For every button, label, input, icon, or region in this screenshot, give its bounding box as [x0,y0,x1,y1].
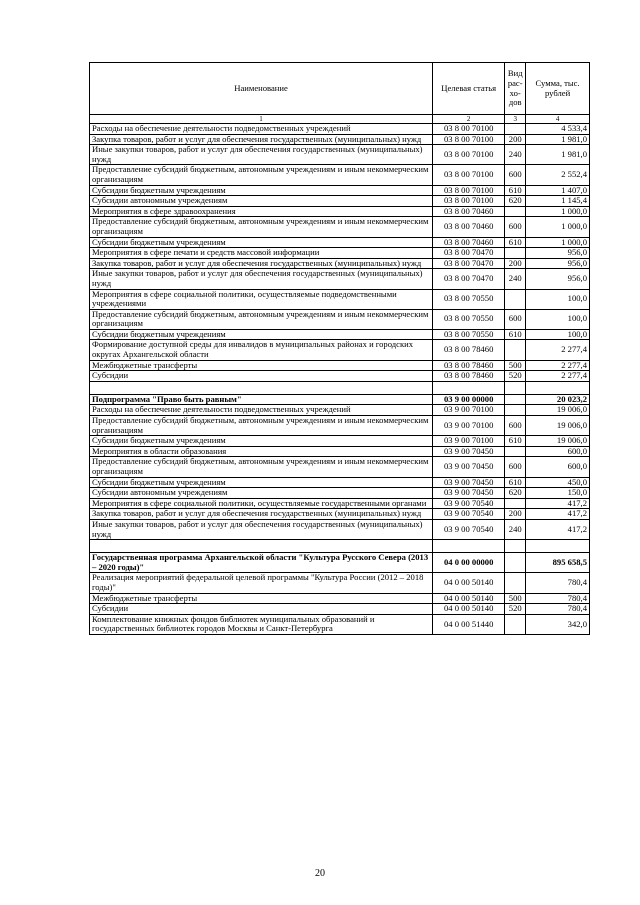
row-name: Субсидии бюджетным учреждениям [90,477,433,488]
row-target-code [433,540,505,553]
row-amount: 1 000,0 [526,217,590,237]
row-target-code: 03 9 00 00000 [433,394,505,405]
row-amount: 1 000,0 [526,237,590,248]
row-target-code: 03 8 00 70460 [433,237,505,248]
row-name: Субсидии автономным учреждениям [90,488,433,499]
row-name: Подпрограмма "Право быть равным" [90,394,433,405]
row-expense-type: 600 [505,457,526,477]
row-target-code: 03 9 00 70450 [433,446,505,457]
row-expense-type [505,540,526,553]
row-target-code: 04 0 00 50140 [433,593,505,604]
table-row [90,329,590,340]
row-target-code: 04 0 00 00000 [433,553,505,573]
table-row [90,309,590,329]
row-amount: 2 552,4 [526,165,590,185]
row-target-code: 03 8 00 70100 [433,196,505,207]
row-expense-type: 600 [505,309,526,329]
row-amount: 780,4 [526,593,590,604]
row-amount: 4 533,4 [526,124,590,135]
row-amount: 450,0 [526,477,590,488]
row-expense-type: 200 [505,509,526,520]
row-target-code [433,381,505,394]
table-row [90,258,590,269]
table-row [90,457,590,477]
row-name: Формирование доступной среды для инвалидов в муниципальных районах и городских округах Архангельской области [90,340,433,360]
row-amount [526,381,590,394]
row-amount: 417,2 [526,509,590,520]
row-expense-type: 520 [505,371,526,382]
row-amount: 956,0 [526,269,590,289]
row-amount: 19 006,0 [526,436,590,447]
row-target-code: 03 9 00 70100 [433,416,505,436]
row-amount: 342,0 [526,614,590,634]
table-row [90,134,590,145]
row-target-code: 03 8 00 70460 [433,206,505,217]
row-expense-type: 610 [505,477,526,488]
row-target-code: 03 8 00 70550 [433,309,505,329]
table-row [90,604,590,615]
table-row [90,488,590,499]
row-target-code: 04 0 00 50140 [433,604,505,615]
row-amount: 19 006,0 [526,405,590,416]
row-amount: 1 000,0 [526,206,590,217]
table-row [90,394,590,405]
row-name [90,540,433,553]
row-target-code: 03 8 00 70470 [433,248,505,259]
row-expense-type: 600 [505,165,526,185]
row-name [90,381,433,394]
row-expense-type: 200 [505,134,526,145]
spacer-row [90,540,590,553]
row-expense-type: 500 [505,593,526,604]
row-name: Иные закупки товаров, работ и услуг для обеспечения государственных (муниципальных) нужд [90,519,433,539]
row-name: Предоставление субсидий бюджетным, автономным учреждениям и иным некоммерческим организациям [90,416,433,436]
row-target-code: 03 9 00 70540 [433,509,505,520]
row-amount: 2 277,4 [526,360,590,371]
row-expense-type [505,405,526,416]
row-amount: 19 006,0 [526,416,590,436]
row-expense-type: 610 [505,329,526,340]
row-amount: 100,0 [526,329,590,340]
table-row [90,519,590,539]
row-target-code: 03 8 00 70100 [433,165,505,185]
column-number: 1 [90,115,433,124]
budget-table [89,62,590,635]
row-amount: 895 658,5 [526,553,590,573]
row-name: Расходы на обеспечение деятельности подведомственных учреждений [90,124,433,135]
row-name: Закупка товаров, работ и услуг для обеспечения государственных (муниципальных) нужд [90,258,433,269]
table-row [90,145,590,165]
row-target-code: 03 8 00 78460 [433,360,505,371]
row-name: Межбюджетные трансферты [90,360,433,371]
row-target-code: 03 8 00 70100 [433,185,505,196]
row-name: Закупка товаров, работ и услуг для обеспечения государственных (муниципальных) нужд [90,134,433,145]
row-name: Мероприятия в области образования [90,446,433,457]
table-row [90,553,590,573]
row-expense-type [505,340,526,360]
row-name: Предоставление субсидий бюджетным, автономным учреждениям и иным некоммерческим организациям [90,165,433,185]
row-name: Предоставление субсидий бюджетным, автономным учреждениям и иным некоммерческим организациям [90,457,433,477]
row-target-code: 03 9 00 70100 [433,436,505,447]
row-target-code: 03 9 00 70540 [433,498,505,509]
row-amount: 417,2 [526,498,590,509]
table-row [90,248,590,259]
row-amount: 2 277,4 [526,340,590,360]
table-row [90,509,590,520]
row-name: Мероприятия в сфере здравоохранения [90,206,433,217]
row-expense-type: 610 [505,185,526,196]
row-expense-type [505,381,526,394]
table-row [90,446,590,457]
row-expense-type [505,573,526,593]
row-amount: 20 023,2 [526,394,590,405]
header-type: Вид рас-хо-дов [505,63,526,115]
column-number: 2 [433,115,505,124]
row-expense-type [505,206,526,217]
row-expense-type [505,446,526,457]
row-name: Расходы на обеспечение деятельности подведомственных учреждений [90,405,433,416]
row-target-code: 03 9 00 70450 [433,488,505,499]
row-name: Иные закупки товаров, работ и услуг для обеспечения государственных (муниципальных) нужд [90,145,433,165]
row-amount: 956,0 [526,258,590,269]
row-name: Субсидии автономным учреждениям [90,196,433,207]
row-name: Субсидии бюджетным учреждениям [90,237,433,248]
row-amount: 780,4 [526,573,590,593]
row-expense-type: 240 [505,145,526,165]
row-name: Иные закупки товаров, работ и услуг для обеспечения государственных (муниципальных) нужд [90,269,433,289]
row-target-code: 03 8 00 70470 [433,258,505,269]
row-amount: 780,4 [526,604,590,615]
row-expense-type [505,248,526,259]
row-expense-type [505,553,526,573]
row-amount: 100,0 [526,289,590,309]
row-expense-type: 240 [505,269,526,289]
row-expense-type: 520 [505,604,526,615]
table-row [90,498,590,509]
table-row [90,165,590,185]
row-target-code: 03 8 00 70550 [433,289,505,309]
row-name: Мероприятия в сфере печати и средств массовой информации [90,248,433,259]
row-expense-type [505,289,526,309]
row-target-code: 03 8 00 70100 [433,145,505,165]
row-target-code: 03 9 00 70100 [433,405,505,416]
row-amount: 1 407,0 [526,185,590,196]
row-amount: 150,0 [526,488,590,499]
row-amount: 1 145,4 [526,196,590,207]
row-name: Субсидии бюджетным учреждениям [90,185,433,196]
table-row [90,573,590,593]
row-target-code: 03 8 00 70460 [433,217,505,237]
header-code: Целевая статья [433,63,505,115]
column-number: 3 [505,115,526,124]
header-name: Наименование [90,63,433,115]
row-target-code: 03 8 00 70470 [433,269,505,289]
row-name: Комплектование книжных фондов библиотек муниципальных образований и государственных библиотек городов Москвы и Санкт-Петербурга [90,614,433,634]
table-row [90,269,590,289]
row-expense-type: 600 [505,416,526,436]
row-name: Субсидии [90,604,433,615]
row-amount: 1 981,0 [526,134,590,145]
row-expense-type [505,124,526,135]
row-target-code: 04 0 00 51440 [433,614,505,634]
row-expense-type [505,498,526,509]
row-target-code: 03 8 00 70550 [433,329,505,340]
row-amount: 956,0 [526,248,590,259]
table-row [90,217,590,237]
row-target-code: 03 8 00 70100 [433,134,505,145]
row-expense-type: 620 [505,488,526,499]
table-row [90,185,590,196]
row-expense-type: 610 [505,436,526,447]
row-target-code: 03 8 00 78460 [433,340,505,360]
table-row [90,237,590,248]
row-name: Субсидии [90,371,433,382]
row-amount: 1 981,0 [526,145,590,165]
spacer-row [90,381,590,394]
row-expense-type [505,394,526,405]
row-expense-type: 600 [505,217,526,237]
row-expense-type: 200 [505,258,526,269]
row-target-code: 03 9 00 70540 [433,519,505,539]
table-row [90,124,590,135]
row-name: Мероприятия в сфере социальной политики, осуществляемые государственными органами [90,498,433,509]
table-row [90,405,590,416]
row-target-code: 04 0 00 50140 [433,573,505,593]
table-row [90,289,590,309]
table-row [90,196,590,207]
row-target-code: 03 8 00 78460 [433,371,505,382]
header-sum: Сумма, тыс. рублей [526,63,590,115]
table-row [90,340,590,360]
table-row [90,477,590,488]
row-amount: 2 277,4 [526,371,590,382]
row-expense-type: 620 [505,196,526,207]
row-name: Субсидии бюджетным учреждениям [90,329,433,340]
row-name: Мероприятия в сфере социальной политики, осуществляемые подведомственными учреждениями [90,289,433,309]
row-name: Межбюджетные трансферты [90,593,433,604]
row-target-code: 03 9 00 70450 [433,457,505,477]
row-expense-type: 610 [505,237,526,248]
table-row [90,360,590,371]
row-target-code: 03 8 00 70100 [433,124,505,135]
row-name: Реализация мероприятий федеральной целевой программы "Культура России (2012 – 2018 годы)" [90,573,433,593]
column-number: 4 [526,115,590,124]
table-body [90,124,590,635]
row-expense-type: 240 [505,519,526,539]
table-row [90,206,590,217]
row-name: Государственная программа Архангельской области "Культура Русского Севера (2013 – 2020 годы)" [90,553,433,573]
page-number: 20 [315,868,325,879]
row-name: Субсидии бюджетным учреждениям [90,436,433,447]
row-amount: 100,0 [526,309,590,329]
row-name: Закупка товаров, работ и услуг для обеспечения государственных (муниципальных) нужд [90,509,433,520]
row-name: Предоставление субсидий бюджетным, автономным учреждениям и иным некоммерческим организациям [90,309,433,329]
table-row [90,593,590,604]
row-amount: 600,0 [526,457,590,477]
table-row [90,614,590,634]
table-row [90,416,590,436]
row-name: Предоставление субсидий бюджетным, автономным учреждениям и иным некоммерческим организациям [90,217,433,237]
row-target-code: 03 9 00 70450 [433,477,505,488]
row-amount [526,540,590,553]
header-row [90,63,590,115]
row-expense-type: 500 [505,360,526,371]
row-amount: 600,0 [526,446,590,457]
table-row [90,371,590,382]
row-amount: 417,2 [526,519,590,539]
table-row [90,436,590,447]
row-expense-type [505,614,526,634]
